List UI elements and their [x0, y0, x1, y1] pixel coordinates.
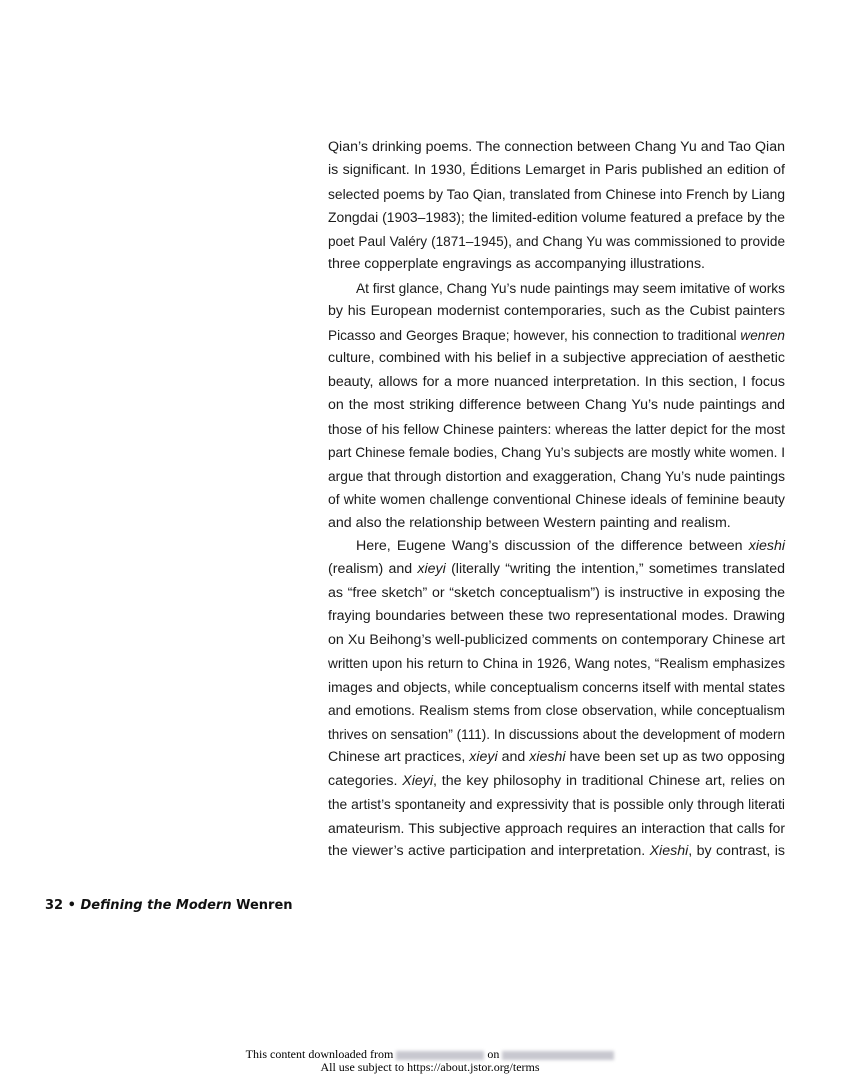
text-line: [328, 723, 785, 746]
text-line: [328, 394, 785, 417]
text-line: [328, 230, 785, 253]
text-run: amateurism. This subjective approach requires an interaction that calls for: [328, 819, 785, 836]
text-run: part Chinese female bodies, Chang Yu’s subjects are mostly white women. I: [328, 445, 785, 461]
text-run: and also the relationship between Western painting and realism.: [328, 514, 731, 531]
text-run: the artist’s spontaneity and expressivity that is possible only through literati: [328, 797, 785, 813]
text-run: (literally “writing the intention,” sometimes translated: [445, 561, 785, 578]
italic-term: wenren: [740, 327, 785, 343]
italic-term: Xieyi: [402, 772, 434, 789]
text-run: Chinese art practices,: [328, 749, 470, 766]
running-footer: [45, 898, 293, 913]
italic-term: xieyi: [469, 749, 498, 766]
text-run: Zongdai (1903–1983); the limited-edition volume featured a preface by the: [328, 209, 785, 226]
text-run: Qian’s drinking poems. The connection between Chang Yu and Tao Qian: [328, 139, 785, 155]
text-run: categories.: [328, 772, 403, 789]
terms-line: All use subject to https://about.jstor.org/terms: [320, 1060, 540, 1074]
text-run: argue that through distortion and exaggeration, Chang Yu’s nude paintings: [328, 468, 785, 484]
paragraph: [328, 277, 785, 535]
italic-term: xieshi: [748, 537, 785, 554]
text-run: those of his fellow Chinese painters: whereas the latter depict for the most: [328, 420, 785, 437]
paragraph: [328, 136, 785, 277]
text-run: (realism) and: [328, 561, 418, 578]
jstor-notice: [0, 1048, 860, 1074]
text-line: [328, 582, 785, 605]
text-line: [328, 605, 785, 628]
download-prefix: This content downloaded from: [245, 1047, 394, 1061]
text-run: on Xu Beihong’s well-publicized comments on contemporary Chinese art: [328, 631, 785, 648]
text-run: selected poems by Tao Qian, translated from Chinese into French by Liang: [328, 186, 785, 202]
text-line: [328, 183, 785, 206]
text-line: [328, 512, 785, 535]
redacted-timestamp: [502, 1051, 614, 1060]
text-run: is significant. In 1930, Éditions Lemarget in Paris published an edition of: [328, 162, 785, 179]
paragraph: [328, 535, 785, 864]
italic-term: xieshi: [529, 749, 566, 766]
italic-term: Xieshi: [649, 843, 689, 860]
text-run: thrives on sensation” (111). In discussions about the development of modern: [328, 726, 785, 742]
text-line: [328, 535, 785, 558]
text-line: [328, 441, 785, 464]
text-line: [328, 136, 785, 159]
text-line: [328, 418, 785, 441]
text-line: [328, 793, 785, 816]
page-number: 32: [45, 898, 64, 913]
text-line: [328, 324, 785, 347]
text-run: three copperplate engravings as accompanying illustrations.: [328, 256, 705, 273]
book-title-roman: Wenren: [236, 898, 293, 913]
bullet: •: [67, 898, 76, 913]
text-line: [328, 300, 785, 323]
text-run: on the most striking difference between Chang Yu’s nude paintings and: [328, 397, 785, 414]
body-text: [328, 136, 785, 864]
text-run: poet Paul Valéry (1871–1945), and Chang Yu was commissioned to provide: [328, 233, 785, 249]
redacted-ip: [396, 1051, 484, 1060]
text-run: as “free sketch” or “sketch conceptualism”) is instructive in exposing the: [328, 584, 785, 601]
text-line: [328, 159, 785, 182]
italic-term: xieyi: [417, 561, 446, 578]
text-run: have been set up as two opposing: [565, 749, 785, 766]
text-line: [328, 558, 785, 581]
download-line: [0, 1048, 860, 1061]
text-line: [328, 253, 785, 276]
text-run: by his European modernist contemporaries, such as the Cubist painters: [328, 303, 785, 320]
text-run: beauty, allows for a more nuanced interpretation. In this section, I focus: [328, 373, 785, 390]
text-run: , by contrast, is: [688, 843, 786, 860]
text-line: [328, 629, 785, 652]
text-run: Picasso and Georges Braque; however, his connection to traditional: [328, 327, 741, 343]
text-line: [328, 817, 785, 840]
text-line: [328, 347, 785, 370]
text-line: [328, 277, 785, 300]
text-run: and emotions. Realism stems from close observation, while conceptualism: [328, 703, 785, 719]
book-title-italic: Defining the Modern: [80, 898, 232, 913]
text-line: [328, 770, 785, 793]
text-run: images and objects, while conceptualism concerns itself with mental states: [328, 679, 785, 695]
text-line: [328, 206, 785, 229]
text-run: Here, Eugene Wang’s discussion of the difference between: [356, 537, 749, 554]
text-line: [328, 676, 785, 699]
download-on: on: [487, 1047, 500, 1061]
text-line: [328, 488, 785, 511]
text-run: culture, combined with his belief in a subjective appreciation of aesthetic: [328, 350, 785, 367]
text-line: [328, 699, 785, 722]
text-line: [328, 840, 785, 863]
text-run: , the key philosophy in traditional Chinese art, relies on: [433, 772, 785, 789]
text-run: written upon his return to China in 1926, Wang notes, “Realism emphasizes: [328, 656, 785, 672]
text-line: [328, 465, 785, 488]
text-run: of white women challenge conventional Chinese ideals of feminine beauty: [328, 491, 785, 508]
text-line: [328, 746, 785, 769]
text-line: [328, 652, 785, 675]
text-run: fraying boundaries between these two representational modes. Drawing: [328, 608, 785, 625]
text-run: and: [497, 749, 530, 766]
text-run: the viewer’s active participation and interpretation.: [328, 843, 650, 860]
text-line: [328, 371, 785, 394]
text-run: At first glance, Chang Yu’s nude paintings may seem imitative of works: [356, 280, 785, 296]
